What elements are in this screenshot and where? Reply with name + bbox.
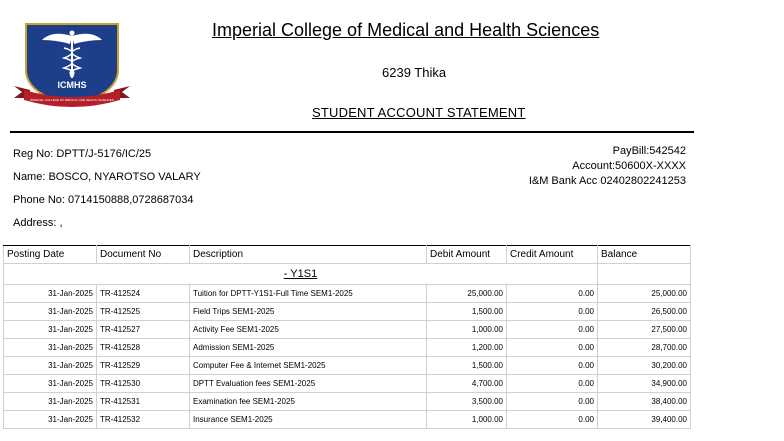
document-no: TR-412532: [97, 411, 190, 429]
credit-amount: 0.00: [507, 303, 598, 321]
document-no: TR-412530: [97, 375, 190, 393]
credit-amount: 0.00: [507, 285, 598, 303]
col-description: Description: [190, 246, 427, 264]
credit-amount: 0.00: [507, 411, 598, 429]
posting-date: 31-Jan-2025: [4, 285, 97, 303]
posting-date: 31-Jan-2025: [4, 321, 97, 339]
college-name: Imperial College of Medical and Health Sciences: [212, 20, 600, 40]
debit-amount: 25,000.00: [427, 285, 507, 303]
table-row: [4, 411, 691, 429]
credit-amount: 0.00: [507, 393, 598, 411]
posting-date: 31-Jan-2025: [4, 303, 97, 321]
document-no: TR-412531: [97, 393, 190, 411]
table-row: [4, 357, 691, 375]
debit-amount: 1,000.00: [427, 411, 507, 429]
payment-info: [529, 144, 686, 189]
debit-amount: 1,200.00: [427, 339, 507, 357]
logo-ribbon-text: IMPERIAL COLLEGE OF MEDICAL AND HEALTH SCIENCES: [30, 98, 114, 102]
college-address: 6239 Thika: [382, 65, 447, 80]
table-row: [4, 393, 691, 411]
balance: 26,500.00: [598, 303, 691, 321]
bank-account: I&M Bank Acc 02402802241253: [528, 175, 686, 187]
document-no: TR-412524: [97, 285, 190, 303]
account-number: Account:50600X-XXXX: [572, 160, 686, 172]
debit-amount: 1,500.00: [427, 357, 507, 375]
reg-no: Reg No: DPTT/J-5176/IC/25: [13, 148, 152, 160]
table-row: [4, 375, 691, 393]
description: Activity Fee SEM1-2025: [190, 321, 427, 339]
description: Field Trips SEM1-2025: [190, 303, 427, 321]
balance: 38,400.00: [598, 393, 691, 411]
table-header-row: [4, 246, 691, 264]
college-crest-icon: [12, 20, 132, 112]
section-row: [4, 264, 691, 285]
col-document-no: Document No: [97, 246, 190, 264]
header-divider: [10, 131, 694, 133]
col-balance: Balance: [598, 246, 691, 264]
col-posting-date: Posting Date: [4, 246, 97, 264]
table-row: [4, 339, 691, 357]
statement-title: STUDENT ACCOUNT STATEMENT: [312, 105, 526, 120]
description: Insurance SEM1-2025: [190, 411, 427, 429]
credit-amount: 0.00: [507, 339, 598, 357]
document-no: TR-412528: [97, 339, 190, 357]
document-no: TR-412529: [97, 357, 190, 375]
balance: 27,500.00: [598, 321, 691, 339]
logo-text: ICMHS: [57, 80, 87, 90]
document-no: TR-412527: [97, 321, 190, 339]
table-row: [4, 303, 691, 321]
phone-no: Phone No: 0714150888,0728687034: [13, 194, 194, 206]
debit-amount: 1,000.00: [427, 321, 507, 339]
description: Examination fee SEM1-2025: [190, 393, 427, 411]
balance: 34,900.00: [598, 375, 691, 393]
description: DPTT Evaluation fees SEM1-2025: [190, 375, 427, 393]
balance: 28,700.00: [598, 339, 691, 357]
credit-amount: 0.00: [507, 321, 598, 339]
posting-date: 31-Jan-2025: [4, 393, 97, 411]
section-empty-cell: [598, 264, 691, 285]
posting-date: 31-Jan-2025: [4, 357, 97, 375]
credit-amount: 0.00: [507, 375, 598, 393]
description: Computer Fee & Internet SEM1-2025: [190, 357, 427, 375]
table-row: [4, 285, 691, 303]
col-debit-amount: Debit Amount: [427, 246, 507, 264]
statement-table: [3, 245, 691, 429]
paybill: PayBill:542542: [612, 145, 686, 157]
description: Tuition for DPTT-Y1S1-Full Time SEM1-2025: [190, 285, 427, 303]
col-credit-amount: Credit Amount: [507, 246, 598, 264]
posting-date: 31-Jan-2025: [4, 375, 97, 393]
balance: 25,000.00: [598, 285, 691, 303]
description: Admission SEM1-2025: [190, 339, 427, 357]
debit-amount: 1,500.00: [427, 303, 507, 321]
student-address: Address: ,: [13, 217, 63, 229]
section-label-cell: [4, 264, 598, 285]
student-name: Name: BOSCO, NYAROTSO VALARY: [13, 171, 201, 183]
student-info: [13, 143, 201, 235]
debit-amount: 3,500.00: [427, 393, 507, 411]
balance: 39,400.00: [598, 411, 691, 429]
debit-amount: 4,700.00: [427, 375, 507, 393]
section-label: - Y1S1: [283, 268, 318, 280]
posting-date: 31-Jan-2025: [4, 411, 97, 429]
credit-amount: 0.00: [507, 357, 598, 375]
document-no: TR-412525: [97, 303, 190, 321]
balance: 30,200.00: [598, 357, 691, 375]
college-logo: [12, 20, 132, 112]
table-row: [4, 321, 691, 339]
posting-date: 31-Jan-2025: [4, 339, 97, 357]
